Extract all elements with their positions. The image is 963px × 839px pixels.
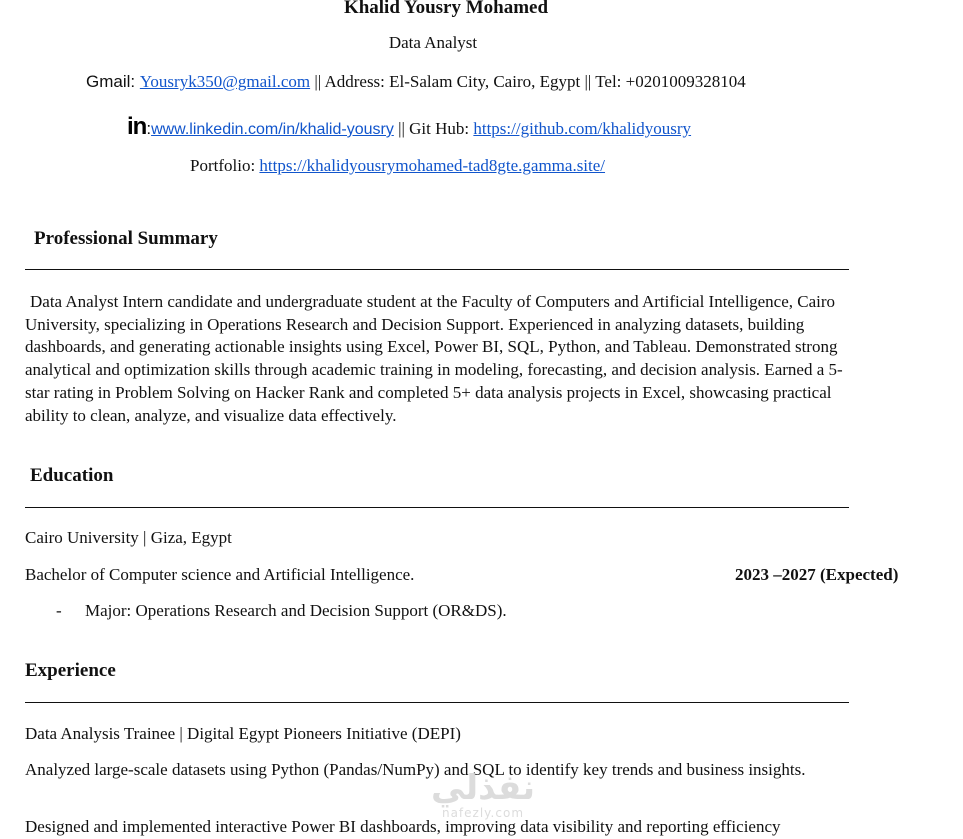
summary-heading: Professional Summary <box>34 228 218 249</box>
address-phone-text: || Address: El-Salam City, Cairo, Egypt || Tel: +0201009328104 <box>310 72 746 91</box>
bullet-marker: - <box>56 601 62 620</box>
contact-line <box>86 72 746 92</box>
experience-divider <box>25 702 849 703</box>
summary-divider <box>25 269 849 270</box>
watermark <box>423 768 543 828</box>
github-link[interactable]: https://github.com/khalidyousry <box>473 119 692 138</box>
education-dates: 2023 –2027 (Expected) <box>735 565 899 584</box>
education-school: Cairo University | Giza, Egypt <box>25 528 232 547</box>
links-line <box>127 113 691 141</box>
portfolio-label: Portfolio: <box>190 156 260 175</box>
watermark-arabic: نفذلي <box>430 768 536 808</box>
experience-item-2: Designed and implemented interactive Power BI dashboards, improving data visibility and reporting efficiency <box>25 817 781 836</box>
gmail-label: Gmail: <box>86 72 140 91</box>
github-label: || Git Hub: <box>393 119 474 138</box>
experience-role: Data Analysis Trainee | Digital Egypt Pioneers Initiative (DEPI) <box>25 724 461 743</box>
linkedin-link[interactable]: www.linkedin.com/in/khalid-yousry <box>151 121 394 138</box>
email-link[interactable]: Yousryk350@gmail.com <box>139 72 311 91</box>
education-major: Major: Operations Research and Decision Support (OR&DS). <box>85 601 507 620</box>
linkedin-icon: in <box>127 113 147 140</box>
education-heading: Education <box>30 465 114 486</box>
education-degree: Bachelor of Computer science and Artificial Intelligence. <box>25 565 415 584</box>
portfolio-link[interactable]: https://khalidyousrymohamed-tad8gte.gamma.site/ <box>259 156 606 175</box>
watermark-latin: nafezly.com <box>441 806 525 820</box>
experience-item-1: Analyzed large-scale datasets using Python (Pandas/NumPy) and SQL to identify key trends and business insights. <box>25 760 806 779</box>
summary-text: Data Analyst Intern candidate and undergraduate student at the Faculty of Computers and Artificial Intelligence, Cairo University, specializing in Operations Research and Decision Support. Experienced in analyzing datasets, building dashboards, and generating actionable insights using Excel, Power BI, SQL, Python, and Tableau. Demonstrated strong analytical and optimization skills through academic training in modeling, forecasting, and decision analysis. Earned a 5-star rating in Problem Solving on Hacker Rank and completed 5+ data analysis projects in Excel, showcasing practical ability to clean, analyze, and visualize data effectively. <box>25 292 843 425</box>
portfolio-line <box>190 156 605 176</box>
education-divider <box>25 507 849 508</box>
job-title: Data Analyst <box>388 33 478 52</box>
candidate-name: Khalid Yousry Mohamed <box>343 0 549 18</box>
linkedin-colon: : <box>146 119 152 138</box>
experience-heading: Experience <box>25 660 116 681</box>
